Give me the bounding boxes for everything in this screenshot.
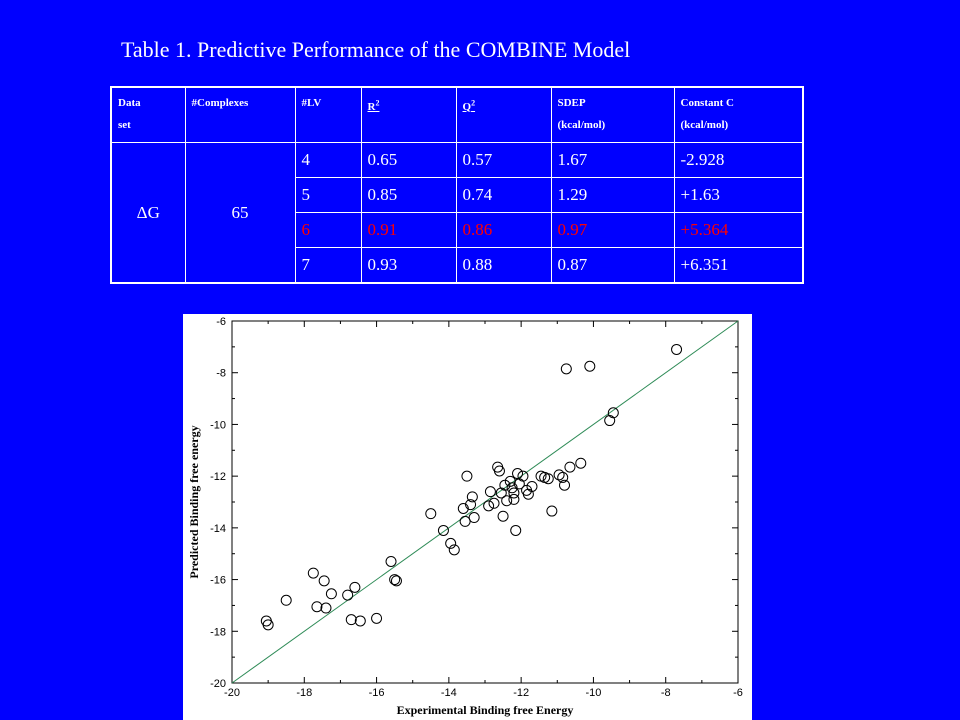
y-tick-label: -10: [210, 419, 226, 432]
lv-cell: 4: [295, 143, 361, 178]
x-tick-label: -20: [224, 687, 240, 699]
header-r2: [361, 87, 456, 143]
sdep-cell: 1.67: [551, 143, 674, 178]
header-dataset-line1: Data: [118, 97, 141, 109]
x-tick-label: -8: [660, 687, 671, 699]
constant-cell: +5.364: [674, 213, 803, 248]
header-lv: #LV: [295, 87, 361, 143]
header-constant-line2: (kcal/mol): [680, 119, 729, 131]
y-tick-label: -20: [210, 678, 226, 690]
header-complexes: #Complexes: [185, 87, 295, 143]
table-header-row: [111, 87, 803, 143]
r2-cell: 0.91: [361, 213, 456, 248]
header-sdep-line1: SDEP: [557, 97, 586, 109]
header-q2-base: Q: [462, 100, 472, 113]
sdep-cell: 0.97: [551, 213, 674, 248]
y-tick-label: -14: [210, 522, 226, 535]
r2-cell: 0.65: [361, 143, 456, 178]
header-q2-sup: 2: [471, 98, 476, 107]
x-tick-label: -16: [368, 687, 385, 699]
constant-cell: +1.63: [674, 178, 803, 213]
x-axis-label: Experimental Binding free Energy: [396, 703, 574, 717]
lv-cell: 5: [295, 178, 361, 213]
constant-cell: -2.928: [674, 143, 803, 178]
lv-cell: 7: [295, 248, 361, 284]
header-dataset: [111, 87, 185, 143]
header-constant-line1: Constant C: [680, 97, 734, 109]
y-tick-label: -16: [210, 574, 226, 587]
y-tick-label: -8: [216, 367, 226, 380]
sdep-cell: 0.87: [551, 248, 674, 284]
lv-cell: 6: [295, 213, 361, 248]
x-tick-label: -14: [440, 687, 457, 699]
y-axis-label: Predicted Binding free energy: [187, 425, 201, 579]
y-tick-label: -12: [210, 471, 226, 484]
q2-cell: 0.57: [456, 143, 551, 178]
header-constant: [674, 87, 803, 143]
x-tick-label: -12: [513, 687, 530, 699]
x-tick-label: -18: [296, 687, 313, 699]
header-r2-base: R: [367, 100, 376, 113]
r2-cell: 0.93: [361, 248, 456, 284]
q2-cell: 0.74: [456, 178, 551, 213]
constant-cell: +6.351: [674, 248, 803, 284]
header-r2-sup: 2: [375, 98, 380, 107]
y-tick-label: -6: [216, 316, 226, 328]
scatter-plot: [183, 314, 752, 720]
table-title: Table 1. Predictive Performance of the COMBINE Model: [121, 37, 631, 62]
q2-cell: 0.88: [456, 248, 551, 284]
q2-cell: 0.86: [456, 213, 551, 248]
r2-cell: 0.85: [361, 178, 456, 213]
complexes-cell: 65: [185, 143, 295, 284]
header-sdep: [551, 87, 674, 143]
header-q2: [456, 87, 551, 143]
x-tick-label: -10: [585, 687, 602, 699]
x-tick-label: -6: [733, 687, 743, 699]
y-tick-label: -18: [210, 626, 226, 639]
dataset-cell: ΔG: [111, 143, 185, 284]
sdep-cell: 1.29: [551, 178, 674, 213]
header-sdep-line2: (kcal/mol): [557, 119, 606, 131]
header-dataset-line2: set: [118, 119, 131, 131]
performance-table: [110, 86, 804, 284]
table-row: [111, 143, 803, 178]
